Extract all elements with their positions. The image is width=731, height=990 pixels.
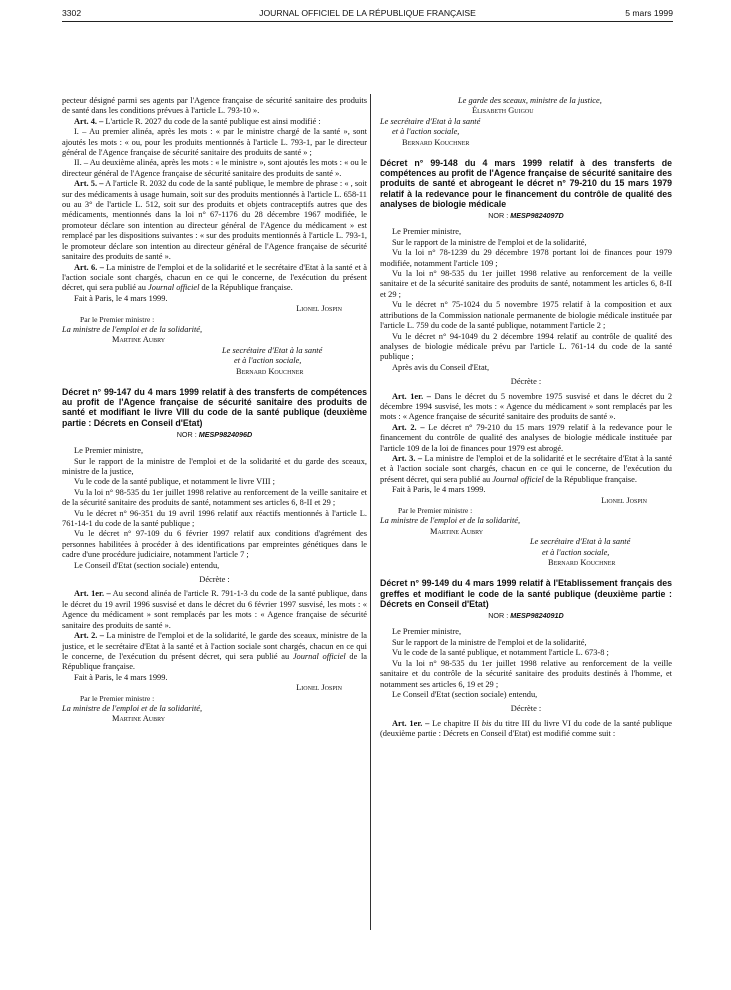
visa: Vu le décret n° 96-351 du 19 avril 1996 relatif aux réactifs mentionnés à l'article L. 761-14-1 du code de la santé publique ; — [62, 508, 367, 529]
premier-ministre: Le Premier ministre, — [392, 627, 462, 637]
premier-ministre: Le Premier ministre, — [74, 446, 144, 456]
article-3: Art. 3. – La ministre de l'emploi et de la solidarité et le secrétaire d'Etat à la santé et à l'action sociale sont chargés, chacun en ce qui le concerne, de l'exécution du présent décret, qui sera publié au Journal officiel de la République française. — [380, 453, 672, 484]
visa: Vu la loi n° 98-535 du 1er juillet 1998 relative au renforcement de la veille sanitaire et de la sécurité sanitaire des produits de santé, notamment ses articles 6, 8-II et 29 ; — [62, 487, 367, 508]
fait-a-paris: Fait à Paris, le 4 mars 1999. — [392, 485, 486, 495]
article-6: Art. 6. – La ministre de l'emploi et de la solidarité et le secrétaire d'Etat à la santé et à l'action sociale sont chargés, chacun en ce qui le concerne, de l'exécution du présent décret, qui sera publié au Journal officiel de la République française. — [62, 262, 367, 293]
garde-name: Élisabeth Guigou — [472, 106, 534, 116]
visa: Vu le décret n° 97-109 du 6 février 1997 relatif aux conditions d'agrément des personnes habilitées à procéder à des identifications par empreintes génétiques dans le cadre d'une procédure judiciaire, notamment l'article 7 ; — [62, 529, 367, 560]
decrete: Décrète : — [510, 377, 542, 387]
visa: Vu la loi n° 78-1239 du 29 décembre 1978 portant loi de finances pour 1979 modifiée, notamment l'article 109 ; — [380, 248, 672, 268]
par-le-premier-ministre: Par le Premier ministre : — [80, 693, 155, 703]
secretaire-title-2: et à l'action sociale, — [542, 547, 610, 557]
decrete: Décrète : — [510, 704, 542, 714]
ministre-title: La ministre de l'emploi et de la solidarité, — [380, 516, 521, 526]
ministre-title: La ministre de l'emploi et de la solidarité, — [62, 703, 203, 713]
decree-99-149-title: Décret n° 99-149 du 4 mars 1999 relatif à l'Etablissement français des greffes et modifiant le code de la santé publique (deuxième partie : Décrets en Conseil d'Etat) — [380, 578, 672, 609]
ministre-title: La ministre de l'emploi et de la solidarité, — [62, 324, 203, 334]
visa: Sur le rapport de la ministre de l'emploi et de la solidarité, — [392, 237, 587, 247]
decree-99-147-nor: NOR : MESP9824096D — [176, 429, 253, 439]
right-column — [380, 96, 672, 740]
visa: Après avis du Conseil d'Etat, — [392, 362, 490, 372]
article-2: Art. 2. – La ministre de l'emploi et de la solidarité, le garde des sceaux, ministre de la justice, et le secrétaire d'Etat à la santé et à l'action sociale sont chargés, chacun en ce qui le concerne, de l'exécution du présent décret, qui sera publié au Journal officiel de la République française. — [62, 631, 367, 672]
visa: Vu le code de la santé publique, et notamment le livre VIII ; — [74, 477, 275, 487]
article-5: Art. 5. – A l'article R. 2032 du code de la santé publique, le membre de phrase : « , soit sur des médicaments à usage humain, soit sur des produits mentionnés à l'article L. 658-11 ou au 3° de l'article L. 512, soit sur des produits et objets contraceptifs autres que des médicaments, mentionnés dans la loi n° 67-1176 du 28 décembre 1967 modifiée, le promoteur déclare son intention au directeur général de l'Agence du médicament » est remplacé par les dispositions suivantes : « sur des produits mentionnés à l'article L. 793-1, le promoteur déclare son intention au directeur général de l'Agence française de sécurité sanitaire des produits de santé ». — [62, 179, 367, 262]
signature-pm: Lionel Jospin — [601, 495, 647, 505]
visa: Vu la loi n° 98-535 du 1er juillet 1998 relative au renforcement de la veille sanitaire et du contrôle de la sécurité sanitaire des produits destinés à l'homme, et notamment ses articles 6, 19 et 29 ; — [380, 658, 672, 689]
decree-99-148-title: Décret n° 99-148 du 4 mars 1999 relatif à des transferts de compétences au profit de l'Agence française de sécurité sanitaire des produits de santé et abrogeant le décret n° 79-210 du 15 mars 1979 relatif à la redevance pour le financement du contrôle de qualité des analyses de biologie médicale — [380, 158, 672, 209]
secretaire-name: Bernard Kouchner — [402, 137, 470, 147]
secretaire-name: Bernard Kouchner — [548, 558, 616, 568]
article-4: Art. 4. – L'article R. 2027 du code de la santé publique est ainsi modifié : — [74, 116, 321, 126]
decree-99-148-nor: NOR : MESP9824097D — [488, 211, 564, 221]
article-4-i: I. – Au premier alinéa, après les mots : « par le ministre chargé de la santé », sont ajoutés les mots : « ou, pour les produits mentionnés à l'article L. 793-1, par le directeur général de l'Agence française de sécurité sanitaire des produits de santé » ; — [62, 127, 367, 158]
premier-ministre: Le Premier ministre, — [392, 227, 462, 237]
article-1: Art. 1er. – Au second alinéa de l'article R. 791-1-3 du code de la santé publique, dans le décret du 19 avril 1996 susvisé et dans le décret du 6 février 1997 susvisé, les mots : « Agence du médicament » sont remplacés par les mots : « Agence française de sécurité sanitaire des produits de santé ». — [62, 589, 367, 630]
visa: Le Conseil d'Etat (section sociale) entendu, — [392, 689, 538, 699]
secretaire-title-1: Le secrétaire d'Etat à la santé — [222, 345, 323, 355]
secretaire-title-2: et à l'action sociale, — [392, 127, 460, 137]
visa: Vu le décret n° 75-1024 du 5 novembre 1975 relatif à la composition et aux attributions de la Commission nationale permanente de biologie médicale instituée par l'article L. 759 du code de la santé publique, notamment l'article 2 ; — [380, 300, 672, 331]
par-le-premier-ministre: Par le Premier ministre : — [398, 506, 473, 516]
decree-99-147-title: Décret n° 99-147 du 4 mars 1999 relatif à des transferts de compétences au profit de l'Agence française de sécurité sanitaire des produits de santé et modifiant le livre VIII du code de la santé publique (deuxième partie : Décrets en Conseil d'Etat) — [62, 386, 367, 428]
ministre-name: Martine Aubry — [112, 714, 166, 724]
signature-pm: Lionel Jospin — [296, 304, 342, 314]
fait-a-paris: Fait à Paris, le 4 mars 1999. — [74, 293, 168, 303]
issue-date: 5 mars 1999 — [625, 8, 673, 18]
decree-99-149-nor: NOR : MESP9824091D — [488, 611, 564, 621]
ministre-name: Martine Aubry — [430, 526, 484, 536]
secretaire-name: Bernard Kouchner — [236, 366, 304, 376]
article-4-ii: II. – Au deuxième alinéa, après les mots : « le ministre », sont ajoutés les mots : « ou le directeur général de l'Agence française de sécurité sanitaire des produits de santé ». — [62, 158, 367, 178]
visa: Vu le code de la santé publique, et notamment l'article L. 673-8 ; — [392, 648, 609, 658]
visa: Le Conseil d'Etat (section sociale) entendu, — [74, 560, 220, 570]
decrete: Décrète : — [199, 575, 230, 585]
par-le-premier-ministre: Par le Premier ministre : — [80, 314, 155, 324]
header-rule — [62, 21, 673, 22]
article-1: Art. 1er. – Le chapitre II bis du titre III du livre VI du code de la santé publique (deuxième partie : Décrets en Conseil d'Etat) est modifié comme suit : — [380, 718, 672, 739]
article-2: Art. 2. – Le décret n° 79-210 du 15 mars 1979 relatif à la redevance pour le financement du contrôle de qualité des analyses de biologie médicale instituée par l'article 109 de la loi de finances pour 1979 est abrogé. — [380, 422, 673, 453]
secretaire-title-1: Le secrétaire d'Etat à la santé — [380, 116, 481, 126]
visa: Sur le rapport de la ministre de l'emploi et de la solidarité, — [392, 637, 587, 647]
visa: Vu la loi n° 98-535 du 1er juillet 1998 relative au renforcement de la veille sanitaire et de la sécurité sanitaire des produits de santé, notamment les articles 6, 8-II et 29 ; — [380, 269, 672, 299]
paragraph: pecteur désigné parmi ses agents par l'Agence française de sécurité sanitaire des produits de santé dans les conditions prévues à l'article L. 793-10 ». — [62, 96, 367, 116]
signature-pm: Lionel Jospin — [296, 683, 342, 693]
visa: Sur le rapport de la ministre de l'emploi et de la solidarité et du garde des sceaux, ministre de la justice, — [62, 456, 367, 476]
page-number: 3302 — [62, 8, 82, 18]
page-header — [62, 8, 673, 22]
visa: Vu le décret n° 94-1049 du 2 décembre 1994 relatif au contrôle de qualité des analyses de biologie médicale prévu par l'article L. 761-14 du code de la santé publique ; — [380, 331, 672, 362]
fait-a-paris: Fait à Paris, le 4 mars 1999. — [74, 672, 168, 682]
garde-title: Le garde des sceaux, ministre de la justice, — [458, 96, 602, 105]
column-divider — [370, 94, 371, 930]
secretaire-title-1: Le secrétaire d'Etat à la santé — [530, 537, 631, 547]
secretaire-title-2: et à l'action sociale, — [234, 356, 302, 366]
left-column — [62, 96, 367, 725]
journal-title: JOURNAL OFFICIEL DE LA RÉPUBLIQUE FRANÇAISE — [259, 8, 476, 18]
ministre-name: Martine Aubry — [112, 335, 166, 345]
article-1: Art. 1er. – Dans le décret du 5 novembre 1975 susvisé et dans le décret du 2 décembre 1994 susvisé, les mots : « Agence du médicament » sont remplacés par les mots : « Agence française de sécurité sanitaire des produits de santé ». — [380, 391, 673, 422]
